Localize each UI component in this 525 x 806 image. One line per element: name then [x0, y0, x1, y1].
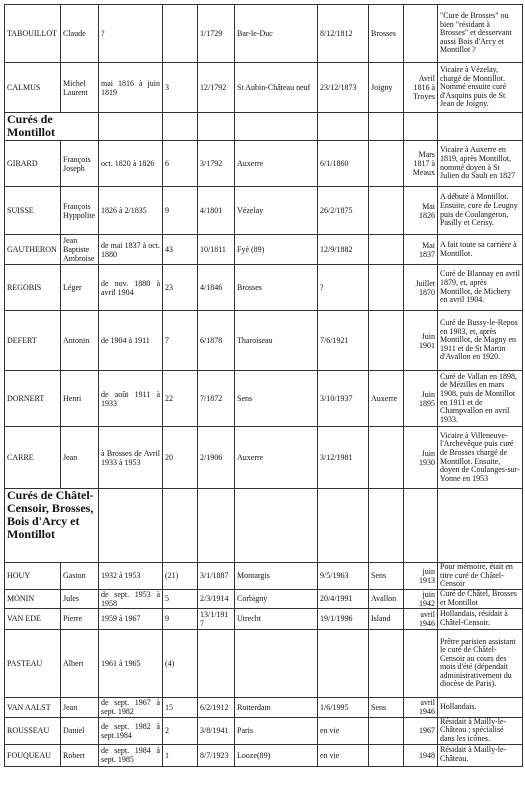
cell-name: FOUQUEAU: [5, 744, 61, 766]
cell-deathplace: Avallon: [369, 589, 404, 608]
cell-dates: 1959 à 1967: [99, 608, 163, 629]
cell-birth: 3/8/1941: [198, 717, 235, 744]
cell-death: 1/6/1995: [318, 697, 369, 717]
cell-dates: 1961 à 1965: [99, 629, 163, 697]
table-row: [5, 608, 523, 629]
table-row: [5, 563, 523, 590]
cell-place: Montargis: [235, 563, 318, 590]
cell-deathplace: [369, 187, 404, 235]
cell-dates: mai 1816 à juin 1819: [99, 63, 163, 113]
cell-name: MONIN: [5, 589, 61, 608]
cell-place: [235, 629, 318, 697]
cell-death: en vie: [318, 717, 369, 744]
cell-years: 3: [163, 63, 198, 113]
section-heading-row: [5, 113, 523, 141]
cell-deathplace: [369, 427, 404, 489]
cell-first: Albert: [61, 629, 99, 697]
cell-dates: de sept. 1982 à sept.1984: [99, 717, 163, 744]
empty-cell: [235, 113, 318, 141]
cell-name: SUISSE: [5, 187, 61, 235]
cell-name: DEFERT: [5, 311, 61, 371]
cell-first: Michel Laurent: [61, 63, 99, 113]
cell-place: Sens: [235, 371, 318, 427]
cell-ordination: Juin 1901: [404, 311, 438, 371]
cell-name: ROUSSEAU: [5, 717, 61, 744]
cell-deathplace: Sens: [369, 563, 404, 590]
cell-death: 20/4/1991: [318, 589, 369, 608]
table-row: [5, 427, 523, 489]
cell-death: 23/12/1873: [318, 63, 369, 113]
cell-years: 7: [163, 311, 198, 371]
cell-name: CARRE: [5, 427, 61, 489]
cell-birth: 6/1878: [198, 311, 235, 371]
cell-years: 5: [163, 589, 198, 608]
table-row: [5, 717, 523, 744]
cell-ordination: [404, 629, 438, 697]
table-row: [5, 5, 523, 63]
cell-death: 9/5/1963: [318, 563, 369, 590]
cell-place: Rotterdam: [235, 697, 318, 717]
empty-cell: [163, 113, 198, 141]
cell-birth: 13/1/1917: [198, 608, 235, 629]
cell-ordination: Juin 1930: [404, 427, 438, 489]
cures-table: [4, 4, 523, 767]
cell-dates: 1826 à 2/1835: [99, 187, 163, 235]
cell-deathplace: [369, 629, 404, 697]
cell-ordination: Mai 1837: [404, 235, 438, 265]
cell-first: Henri: [61, 371, 99, 427]
empty-cell: [318, 489, 369, 563]
section-heading: Curés de Montillot: [5, 113, 99, 141]
cell-years: 43: [163, 235, 198, 265]
cell-death: 8/12/1812: [318, 5, 369, 63]
cell-ordination: avril 1946: [404, 697, 438, 717]
table-row: [5, 311, 523, 371]
empty-cell: [163, 489, 198, 563]
table-row: [5, 589, 523, 608]
cell-place: Paris: [235, 717, 318, 744]
empty-cell: [369, 489, 404, 563]
cell-place: Auxerre: [235, 141, 318, 187]
cell-first: Claude: [61, 5, 99, 63]
cell-years: 23: [163, 265, 198, 311]
cell-death: en vie: [318, 744, 369, 766]
cell-years: 20: [163, 427, 198, 489]
cell-first: Daniel: [61, 717, 99, 744]
table-row: [5, 235, 523, 265]
cell-first: Pierre: [61, 608, 99, 629]
cell-ordination: Juillet 1870: [404, 265, 438, 311]
cell-dates: 1932 à 1953: [99, 563, 163, 590]
table-row: [5, 141, 523, 187]
cell-deathplace: Sens: [369, 697, 404, 717]
cell-birth: 6/2/1912: [198, 697, 235, 717]
cell-dates: ?: [99, 5, 163, 63]
cell-birth: 2/3/1914: [198, 589, 235, 608]
cell-first: François Joseph: [61, 141, 99, 187]
cell-name: TABOUILLOT: [5, 5, 61, 63]
cell-place: Vézelay: [235, 187, 318, 235]
cell-years: 9: [163, 187, 198, 235]
cell-years: 2: [163, 717, 198, 744]
cell-name: VAN AALST: [5, 697, 61, 717]
cell-dates: de mai 1837 à oct. 1880: [99, 235, 163, 265]
cell-notes: Curé de Vallan en 1898, de Mézilles en mars 1908, puis de Montillot en 1911 et de Champvallon en avril 1933.: [438, 371, 523, 427]
table-row: [5, 63, 523, 113]
cell-first: Jean: [61, 427, 99, 489]
cell-first: Antonin: [61, 311, 99, 371]
cell-notes: Pour mémoire, était en titre curé de Châtel-Censoir: [438, 563, 523, 590]
cell-years: (21): [163, 563, 198, 590]
empty-cell: [198, 489, 235, 563]
cell-name: CALMUS: [5, 63, 61, 113]
table-row: [5, 629, 523, 697]
section-heading: Curés de Châtel-Censoir, Brosses, Bois d'Arcy et Montillot: [5, 489, 99, 563]
cell-notes: A débuté à Montillot. Ensuite, cure de Leugny puis de Coulangeron, Pasilly et Cerisy.: [438, 187, 523, 235]
cell-dates: de nov. 1880 à avril 1904: [99, 265, 163, 311]
cell-death: ?: [318, 265, 369, 311]
cell-years: (4): [163, 629, 198, 697]
cell-notes: Vicaire à Auxerre en 1819, après Montillot, nommé doyen à St Julien du Sault en 1827: [438, 141, 523, 187]
cell-ordination: 1967: [404, 717, 438, 744]
cell-place: St Aubin-Château neuf: [235, 63, 318, 113]
cell-years: 15: [163, 697, 198, 717]
empty-cell: [369, 113, 404, 141]
cell-birth: 12/1792: [198, 63, 235, 113]
cell-first: Gaston: [61, 563, 99, 590]
cell-death: 26/2/1875: [318, 187, 369, 235]
cell-death: 3/10/1937: [318, 371, 369, 427]
cell-dates: oct. 1820 à 1826: [99, 141, 163, 187]
cell-first: Robert: [61, 744, 99, 766]
cell-birth: 7/1872: [198, 371, 235, 427]
cell-first: Léger: [61, 265, 99, 311]
cell-deathplace: Auxerre: [369, 371, 404, 427]
cell-notes: Curé de Châtel, Brosses et Montillot: [438, 589, 523, 608]
cell-death: 19/1/1996: [318, 608, 369, 629]
empty-cell: [235, 489, 318, 563]
cell-place: Looze(89): [235, 744, 318, 766]
cell-deathplace: [369, 311, 404, 371]
cell-birth: 10/1811: [198, 235, 235, 265]
cell-dates: à Brosses de Avril 1933 à 1953: [99, 427, 163, 489]
cell-notes: Résidait à Mailly-le-Château ; spécialisé dans les icônes.: [438, 717, 523, 744]
cell-deathplace: Joigny: [369, 63, 404, 113]
cell-years: [163, 5, 198, 63]
cell-birth: 4/1801: [198, 187, 235, 235]
cell-birth: 3/1/1887: [198, 563, 235, 590]
empty-cell: [198, 113, 235, 141]
cell-death: [318, 629, 369, 697]
cell-name: REGOBIS: [5, 265, 61, 311]
cell-first: François Hyppolite: [61, 187, 99, 235]
cell-birth: [198, 629, 235, 697]
cell-place: Fyé (89): [235, 235, 318, 265]
cell-deathplace: [369, 235, 404, 265]
table-row: [5, 744, 523, 766]
cell-death: 12/9/1882: [318, 235, 369, 265]
table-row: [5, 697, 523, 717]
empty-cell: [404, 489, 438, 563]
cell-birth: 4/1846: [198, 265, 235, 311]
cell-deathplace: [369, 141, 404, 187]
cell-place: Corbigny: [235, 589, 318, 608]
cell-place: Bar-le-Duc: [235, 5, 318, 63]
cell-notes: Curé de Bussy-le-Repos en 1903, et, après Montillot, de Magny en 1911 et de St Martin d'Avallon en 1920.: [438, 311, 523, 371]
cell-years: 1: [163, 744, 198, 766]
cell-ordination: avril 1946: [404, 608, 438, 629]
cell-deathplace: [369, 717, 404, 744]
empty-cell: [99, 113, 163, 141]
cell-ordination: Juin 1895: [404, 371, 438, 427]
cell-place: Utrecht: [235, 608, 318, 629]
cell-death: 6/1/1860: [318, 141, 369, 187]
cell-name: GAUTHERON: [5, 235, 61, 265]
cell-name: VAN EDE: [5, 608, 61, 629]
cell-ordination: Mars 1817 à Meaux: [404, 141, 438, 187]
cell-death: 7/6/1921: [318, 311, 369, 371]
cell-years: 22: [163, 371, 198, 427]
cell-birth: 3/1792: [198, 141, 235, 187]
empty-cell: [318, 113, 369, 141]
cell-first: Jean: [61, 697, 99, 717]
cell-deathplace: Brosses: [369, 5, 404, 63]
cell-notes: Hollandais, résidait à Châtel-Censoir.: [438, 608, 523, 629]
cell-deathplace: [369, 265, 404, 311]
table-row: [5, 265, 523, 311]
cell-birth: 2/1906: [198, 427, 235, 489]
empty-cell: [438, 489, 523, 563]
empty-cell: [438, 113, 523, 141]
cell-deathplace: Island: [369, 608, 404, 629]
empty-cell: [99, 489, 163, 563]
cell-notes: Prêtre parisien assistant le curé de Châtel-Censoir au cours des mois d'été (dépendait administrativement du diocèse de Paris).: [438, 629, 523, 697]
cell-notes: "Cure de Brosses" ou bien "résidant à Brosses" et desservant aussi Bois d'Arcy et Montillot ?: [438, 5, 523, 63]
cell-name: GIRARD: [5, 141, 61, 187]
cell-dates: de sept. 1984 à sept. 1985: [99, 744, 163, 766]
table-row: [5, 187, 523, 235]
cell-birth: 1/1729: [198, 5, 235, 63]
cell-ordination: 1948: [404, 744, 438, 766]
empty-cell: [404, 113, 438, 141]
cell-first: Jean Baptiste Ambroise: [61, 235, 99, 265]
cell-name: HOUY: [5, 563, 61, 590]
table-row: [5, 371, 523, 427]
cell-dates: de sept. 1967 à sept. 1982: [99, 697, 163, 717]
cell-notes: Vicaire à Villeneuve-l'Archevêque puis curé de Brosses chargé de Montillot. Ensuite, doyen de Coulanges-sur-Yonne en 1953: [438, 427, 523, 489]
cell-notes: Résidait à Mailly-le-Château.: [438, 744, 523, 766]
cell-place: Tharoiseau: [235, 311, 318, 371]
cell-ordination: Mai 1826: [404, 187, 438, 235]
cell-place: Brosses: [235, 265, 318, 311]
cell-notes: A fait toute sa carrière à Montillot.: [438, 235, 523, 265]
table-body: [5, 5, 523, 767]
cell-ordination: Avril 1816 à Troyes: [404, 63, 438, 113]
cell-first: Jules: [61, 589, 99, 608]
cell-years: 6: [163, 141, 198, 187]
cell-deathplace: [369, 744, 404, 766]
cell-notes: Hollandais.: [438, 697, 523, 717]
section-heading-row: [5, 489, 523, 563]
cell-dates: de août 1911 à 1933: [99, 371, 163, 427]
cell-birth: 8/7/1923: [198, 744, 235, 766]
cell-notes: Curé de Blannay en avril 1879, et, après Montillot, de Michery en avril 1904.: [438, 265, 523, 311]
cell-dates: de 1904 à 1911: [99, 311, 163, 371]
cell-ordination: juin 1942: [404, 589, 438, 608]
cell-place: Auxerre: [235, 427, 318, 489]
cell-name: PASTEAU: [5, 629, 61, 697]
cell-dates: de sept. 1953 à 1958: [99, 589, 163, 608]
cell-name: DORNERT: [5, 371, 61, 427]
cell-ordination: juin 1913: [404, 563, 438, 590]
cell-ordination: [404, 5, 438, 63]
cell-death: 3/12/1981: [318, 427, 369, 489]
cell-notes: Vicaire à Vézelay, chargé de Montillot. Nommé ensuite curé d'Asquins puis de St Jean de Joigny.: [438, 63, 523, 113]
cell-years: 9: [163, 608, 198, 629]
